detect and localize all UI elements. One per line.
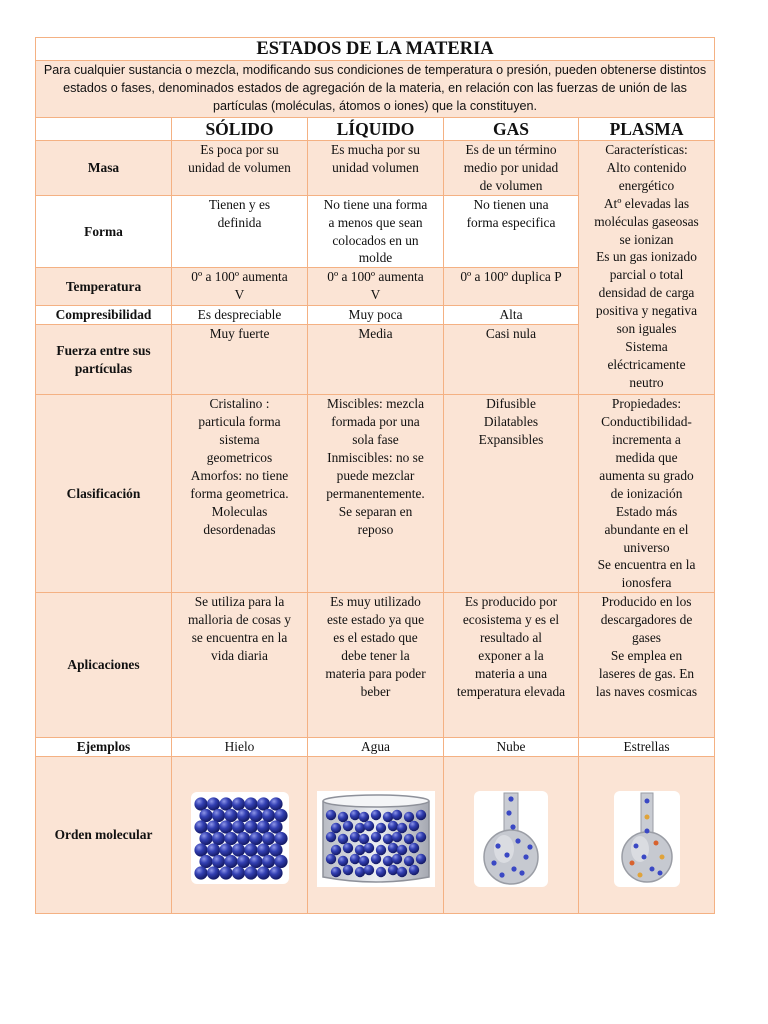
molecule-sphere (236, 855, 249, 868)
molecule-sphere (408, 821, 418, 831)
molecule-sphere (219, 867, 232, 880)
molecule-sphere (633, 844, 638, 849)
molecule-sphere (256, 844, 269, 857)
molecule-sphere (396, 867, 406, 877)
molecule-sphere (194, 844, 207, 857)
molecule-sphere (387, 821, 397, 831)
molecule-sphere (274, 809, 287, 822)
molecule-sphere (194, 798, 207, 811)
molecule-sphere (387, 865, 397, 875)
molecule-sphere (391, 854, 401, 864)
molecule-sphere (211, 855, 224, 868)
molecule-sphere (370, 854, 380, 864)
col-header-solido: SÓLIDO (172, 118, 308, 141)
molecule-sphere (337, 834, 347, 844)
molecule-sphere (363, 865, 373, 875)
molecule-sphere (236, 832, 249, 845)
molecule-sphere (363, 843, 373, 853)
molecule-sphere (415, 854, 425, 864)
molecule-sphere (370, 832, 380, 842)
molecule-sphere (337, 856, 347, 866)
molecule-sphere (403, 834, 413, 844)
molecule-sphere (236, 809, 249, 822)
molecule-sphere (224, 855, 237, 868)
molecule-sphere (231, 844, 244, 857)
molecule-sphere (382, 812, 392, 822)
solid-spheres-icon (191, 792, 289, 884)
molecule-sphere (244, 844, 257, 857)
molecule-sphere (231, 798, 244, 811)
molecule-sphere (194, 821, 207, 834)
molecule-sphere (269, 867, 282, 880)
row-header-temperatura: Temperatura (36, 268, 172, 306)
molecule-sphere (330, 845, 340, 855)
molecule-sphere (387, 843, 397, 853)
molecule-sphere (325, 854, 335, 864)
row-header-ejemplos: Ejemplos (36, 738, 172, 757)
compresibilidad-solido: Es despreciable (172, 306, 308, 325)
molecule-sphere (349, 832, 359, 842)
molecule-sphere (231, 867, 244, 880)
temperatura-gas: 0º a 100º duplica P (444, 268, 579, 306)
row-header-orden-molecular: Orden molecular (36, 757, 172, 914)
masa-liquido: Es mucha por su unidad volumen (308, 141, 444, 196)
molecule-sphere (523, 855, 528, 860)
ejemplo-plasma: Estrellas (579, 738, 715, 757)
molecule-sphere (491, 861, 496, 866)
molecule-sphere (504, 853, 509, 858)
molecule-sphere (382, 834, 392, 844)
fuerza-liquido: Media (308, 325, 444, 395)
molecule-sphere (499, 873, 504, 878)
molecule-sphere (249, 809, 262, 822)
row-header-forma: Forma (36, 195, 172, 268)
molecule-sphere (211, 832, 224, 845)
molecule-sphere (224, 832, 237, 845)
masa-solido: Es poca por su unidad de volumen (172, 141, 308, 196)
molecule-sphere (206, 798, 219, 811)
molecule-sphere (375, 845, 385, 855)
molecule-sphere (415, 810, 425, 820)
clasificacion-liquido: Miscibles: mezcla formada por una sola fase Inmiscibles: no se puede mezclar permanentemente. Se separan en reposo (308, 395, 444, 593)
row-header-fuerza: Fuerza entre sus partículas (36, 325, 172, 395)
intro-paragraph: Para cualquier sustancia o mezcla, modificando sus condiciones de temperatura o presión, pueden obtenerse distintos estados o fases, denominados estados de agregación de la materia, en relación con las fuerzas de unión de las partículas (moléculas, átomos o iones) que la constituyen. (36, 61, 715, 118)
molecule-sphere (510, 825, 515, 830)
molecule-sphere (219, 821, 232, 834)
gas-flask-icon (474, 791, 548, 887)
molecule-sphere (330, 823, 340, 833)
molecule-sphere (495, 844, 500, 849)
molecule-sphere (249, 832, 262, 845)
molecule-sphere (342, 865, 352, 875)
states-of-matter-table (35, 37, 715, 914)
molecule-sphere (511, 867, 516, 872)
molecule-sphere (396, 823, 406, 833)
molecule-sphere (269, 798, 282, 811)
molecule-sphere (231, 821, 244, 834)
molecule-sphere (370, 810, 380, 820)
ejemplo-solido: Hielo (172, 738, 308, 757)
molecule-sphere (408, 843, 418, 853)
molecule-sphere (206, 821, 219, 834)
molecule-sphere (354, 845, 364, 855)
molecule-sphere (403, 812, 413, 822)
molecule-sphere (330, 867, 340, 877)
molecule-sphere (649, 867, 654, 872)
ejemplo-gas: Nube (444, 738, 579, 757)
molecule-sphere (637, 873, 642, 878)
molecule-sphere (244, 867, 257, 880)
aplicaciones-liquido: Es muy utilizado este estado ya que es el estado que debe tener la materia para poder beber (308, 593, 444, 738)
molecule-sphere (325, 832, 335, 842)
molecule-sphere (194, 867, 207, 880)
orden-plasma-cell (579, 757, 715, 914)
ejemplo-liquido: Agua (308, 738, 444, 757)
molecule-sphere (256, 867, 269, 880)
molecule-sphere (261, 832, 274, 845)
molecule-sphere (256, 821, 269, 834)
molecule-sphere (219, 798, 232, 811)
molecule-sphere (358, 812, 368, 822)
molecule-sphere (199, 809, 212, 822)
molecule-sphere (337, 812, 347, 822)
row-header-aplicaciones: Aplicaciones (36, 593, 172, 738)
orden-solido-cell (172, 757, 308, 914)
molecule-sphere (342, 843, 352, 853)
masa-gas: Es de un término medio por unidad de volumen (444, 141, 579, 196)
molecule-sphere (244, 798, 257, 811)
molecule-sphere (508, 797, 513, 802)
molecule-sphere (396, 845, 406, 855)
molecule-sphere (644, 815, 649, 820)
forma-solido: Tienen y es definida (172, 195, 308, 268)
plasma-caracteristicas: Características: Alto contenido energético Atº elevadas las moléculas gaseosas se ionizan Es un gas ionizado parcial o total densidad de carga positiva y negativa son iguales Sistema eléctricamente neutro (579, 141, 715, 395)
molecule-sphere (391, 810, 401, 820)
molecule-sphere (256, 798, 269, 811)
molecule-sphere (206, 867, 219, 880)
compresibilidad-gas: Alta (444, 306, 579, 325)
plasma-flask-icon (614, 791, 680, 887)
molecule-sphere (653, 841, 658, 846)
molecule-sphere (249, 855, 262, 868)
clasificacion-solido: Cristalino : particula forma sistema geometricos Amorfos: no tiene forma geometrica. Moleculas desordenadas (172, 395, 308, 593)
molecule-sphere (219, 844, 232, 857)
col-header-liquido: LÍQUIDO (308, 118, 444, 141)
clasificacion-plasma: Propiedades: Conductibilidad- incrementa a medida que aumenta su grado de ionización Estado más abundante en el universo Se encuentra en la ionosfera (579, 395, 715, 593)
molecule-sphere (644, 799, 649, 804)
table-title: ESTADOS DE LA MATERIA (36, 38, 715, 61)
molecule-sphere (325, 810, 335, 820)
molecule-sphere (358, 834, 368, 844)
fuerza-gas: Casi nula (444, 325, 579, 395)
clasificacion-gas: Difusible Dilatables Expansibles (444, 395, 579, 593)
molecule-sphere (408, 865, 418, 875)
molecule-sphere (269, 821, 282, 834)
molecule-sphere (261, 809, 274, 822)
molecule-sphere (358, 856, 368, 866)
molecule-sphere (199, 855, 212, 868)
liquid-beaker-icon (317, 791, 435, 887)
col-header-plasma: PLASMA (579, 118, 715, 141)
molecule-sphere (629, 861, 634, 866)
molecule-sphere (244, 821, 257, 834)
molecule-sphere (415, 832, 425, 842)
orden-gas-cell (444, 757, 579, 914)
molecule-sphere (269, 844, 282, 857)
molecule-sphere (354, 867, 364, 877)
aplicaciones-plasma: Producido en los descargadores de gases Se emplea en laseres de gas. En las naves cosmicas (579, 593, 715, 738)
row-header-compresibilidad: Compresibilidad (36, 306, 172, 325)
row-header-clasificacion: Clasificación (36, 395, 172, 593)
molecule-sphere (354, 823, 364, 833)
molecule-sphere (382, 856, 392, 866)
molecule-sphere (641, 855, 646, 860)
aplicaciones-gas: Es producido por ecosistema y es el resultado al exponer a la materia a una temperatura elevada (444, 593, 579, 738)
molecule-sphere (349, 854, 359, 864)
forma-gas: No tienen una forma especifica (444, 195, 579, 268)
molecule-sphere (403, 856, 413, 866)
row-header-masa: Masa (36, 141, 172, 196)
molecule-sphere (224, 809, 237, 822)
molecule-sphere (342, 821, 352, 831)
molecule-sphere (644, 829, 649, 834)
header-empty-cell (36, 118, 172, 141)
temperatura-liquido: 0º a 100º aumenta V (308, 268, 444, 306)
molecule-sphere (349, 810, 359, 820)
molecule-sphere (206, 844, 219, 857)
fuerza-solido: Muy fuerte (172, 325, 308, 395)
molecule-sphere (211, 809, 224, 822)
molecule-sphere (375, 867, 385, 877)
molecule-sphere (274, 855, 287, 868)
molecule-sphere (274, 832, 287, 845)
aplicaciones-solido: Se utiliza para la malloria de cosas y se encuentra en la vida diaria (172, 593, 308, 738)
molecule-sphere (506, 811, 511, 816)
temperatura-solido: 0º a 100º aumenta V (172, 268, 308, 306)
molecule-sphere (391, 832, 401, 842)
molecule-sphere (515, 839, 520, 844)
molecule-sphere (657, 871, 662, 876)
forma-liquido: No tiene una forma a menos que sean colocados en un molde (308, 195, 444, 268)
molecule-sphere (659, 855, 664, 860)
compresibilidad-liquido: Muy poca (308, 306, 444, 325)
col-header-gas: GAS (444, 118, 579, 141)
molecule-sphere (527, 845, 532, 850)
molecule-sphere (375, 823, 385, 833)
molecule-sphere (363, 821, 373, 831)
orden-liquido-cell (308, 757, 444, 914)
molecule-sphere (199, 832, 212, 845)
molecule-sphere (519, 871, 524, 876)
molecule-sphere (261, 855, 274, 868)
